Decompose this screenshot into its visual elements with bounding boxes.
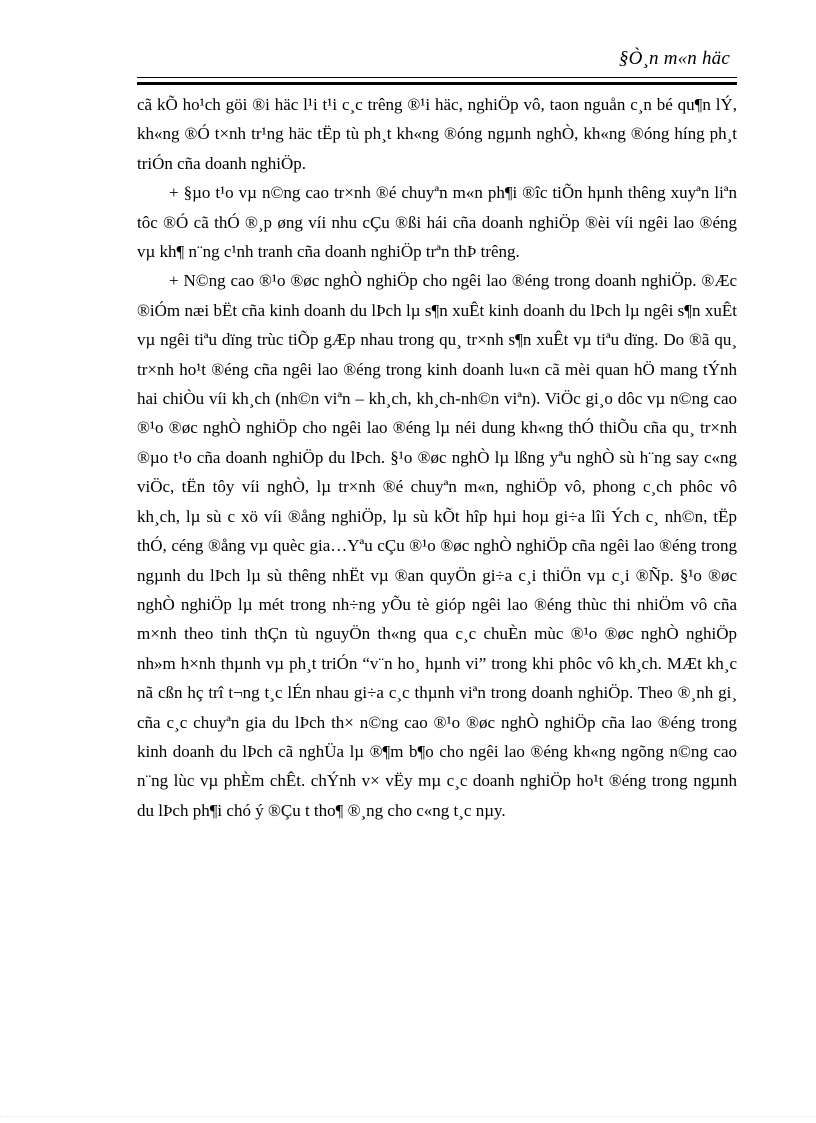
paragraph-training: + §µo t¹o vµ n©ng cao tr×nh ®é chuyªn m«n ph¶i ®îc tiÕn hµnh thêng xuyªn liªn tôc ®Ó cã thÓ ®¸p øng víi nhu cÇu ®ßi hái cña doanh nghiÖp ®èi víi ngêi lao ®éng vµ kh¶ n¨ng c¹nh tranh cña doanh nghiÖp trªn thÞ trêng. (137, 183, 737, 262)
running-header: §Ò¸n m«n häc (618, 48, 730, 69)
paragraph-ethics: + N©ng cao ®¹o ®øc nghÒ nghiÖp cho ngêi lao ®éng trong doanh nghiÖp. ®Æc ®iÓm næi bËt cña kinh doanh du lÞch lµ s¶n xuÊt kinh doanh du lÞch lµ ngêi s¶n xuÊt vµ ngêi tiªu dïng trùc tiÕp gÆp nhau trong qu¸ tr×nh s¶n xuÊt vµ tiªu dïng. Do ®ã qu¸ tr×nh ho¹t ®éng cña ngêi lao ®éng trong kinh doanh lu«n cã mèi quan hÖ mang tÝnh hai chiÒu víi kh¸ch (nh©n viªn – kh¸ch, kh¸ch-nh©n viªn). ViÖc gi¸o dôc vµ n©ng cao ®¹o ®øc nghÒ nghiÖp cho ngêi lao ®éng lµ néi dung kh«ng thÓ thiÕu cña qu¸ tr×nh ®µo t¹o cña doanh nghiÖp du lÞch. §¹o ®øc nghÒ lµ lßng yªu nghÒ sù h¨ng say c«ng viÖc, tËn tôy víi nghÒ, lµ tr×nh ®é chuyªn m«n, nghiÖp vô, phong c¸ch phôc vô kh¸ch, lµ sù c xö víi ®ång nghiÖp, lµ sù kÕt hîp hµi hoµ gi÷a lîi Ých c¸ nh©n, tËp thÓ, céng ®ång vµ quèc gia…Yªu cÇu ®¹o ®øc nghÒ nghiÖp cña ngêi lao ®éng trong ngµnh du lÞch lµ sù thêng nhËt vµ ®an quyÖn gi÷a c¸i thiÖn vµ c¸i ®Ñp. §¹o ®øc nghÒ nghiÖp lµ mét trong nh÷ng yÕu tè gióp ngêi lao ®éng thùc thi nhiÖm vô cña m×nh theo tinh thÇn tù nguyÖn th«ng qua c¸c chuÈn mùc ®¹o ®øc nghÒ nghiÖp nh»m h×nh thµnh vµ ph¸t triÓn “v¨n ho¸ hµnh vi” trong khi phôc vô kh¸ch. MÆt kh¸c nã cßn hç trî t¬ng t¸c lÉn nhau gi÷a c¸c thµnh viªn trong doanh nghiÖp. Theo ®¸nh gi¸ cña c¸c chuyªn gia du lÞch th× n©ng cao ®¹o ®øc nghÒ nghiÖp cña lao ®éng trong kinh doanh du lÞch cã nghÜa lµ ®¶m b¶o cho ngêi lao ®éng kh«ng ngõng n©ng cao n¨ng lùc vµ phÈm chÊt. chÝnh v× vËy mµ c¸c doanh nghiÖp ho¹t ®éng trong ngµnh du lÞch ph¶i chó ý ®Çu t tho¶ ®¸ng cho c«ng t¸c nµy. (137, 271, 737, 820)
header-rule-thin (137, 77, 737, 78)
header-rule-thick (137, 82, 737, 85)
page-bottom-border (0, 1116, 816, 1117)
body-text (137, 90, 737, 825)
paragraph-continuation: cã kÕ ho¹ch göi ®i häc l¹i t¹i c¸c trêng ®¹i häc, nghiÖp vô, taon nguån c¸n bé qu¶n lÝ, kh«ng ®Ó t×nh tr¹ng häc tËp tù ph¸t kh«ng ®óng ngµnh nghÒ, kh«ng ®óng híng ph¸t triÓn cña doanh nghiÖp. (137, 95, 737, 173)
